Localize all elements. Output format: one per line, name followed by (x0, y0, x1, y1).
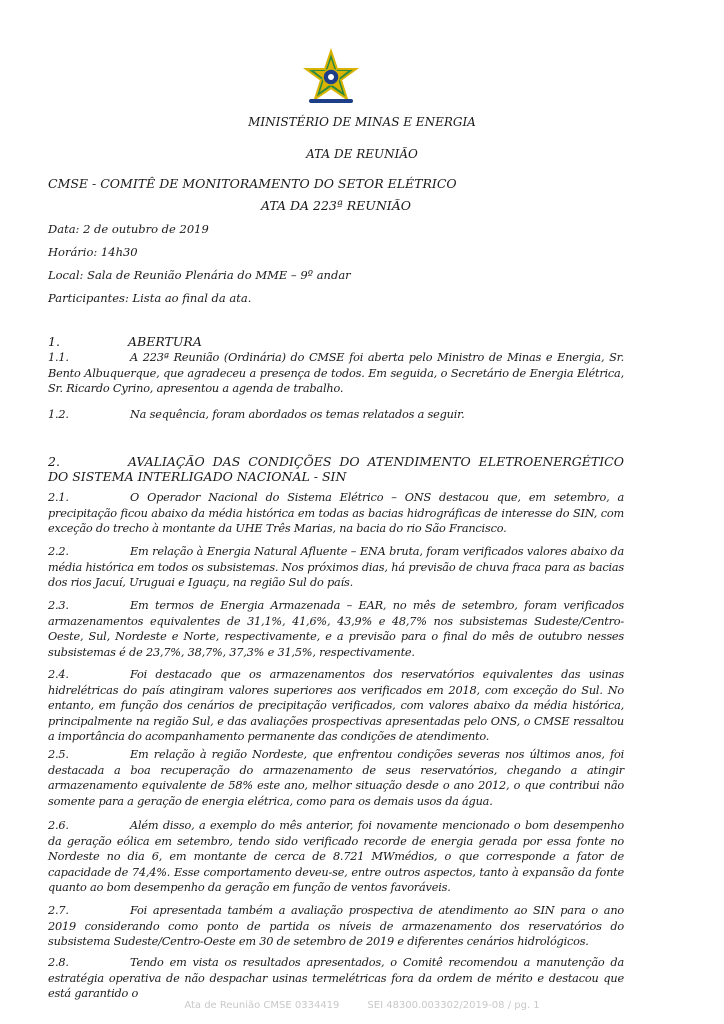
section-number: 2. (48, 454, 60, 469)
paragraph (48, 544, 624, 591)
paragraph-number: 2.6. (48, 819, 69, 832)
section-heading (48, 454, 624, 484)
paragraph-number: 2.1. (48, 491, 69, 504)
paragraph-number: 2.3. (48, 599, 69, 612)
document-type: ATA DE REUNIÃO (306, 147, 418, 161)
meeting-place: Local: Sala de Reunião Plenária do MME – 9º andar (48, 268, 351, 282)
section-title: ABERTURA (128, 334, 202, 349)
paragraph-text: A 223ª Reunião (Ordinária) do CMSE foi aberta pelo Ministro de Minas e Energia, Sr. Bento Albuquerque, que agradeceu a presença de todos. Em seguida, o Secretário de Energia Elétrica, Sr. Ricardo Cyrino, apresentou a agenda de trabalho. (48, 351, 624, 395)
meeting-participants: Participantes: Lista ao final da ata. (48, 291, 252, 305)
paragraph (48, 955, 624, 1002)
paragraph-text: Em relação à região Nordeste, que enfrentou condições severas nos últimos anos, foi destacada a boa recuperação do armazenamento de seus reservatórios, chegando a atingir armazenamento equivalente de 58% este ano, melhor situação desde o ano 2012, o que contribui não somente para a geração de energia elétrica, como para os demais usos da água. (48, 748, 624, 808)
paragraph (48, 747, 624, 809)
paragraph-text: Na sequência, foram abordados os temas relatados a seguir. (130, 408, 465, 421)
brazil-coat-of-arms-icon (301, 48, 361, 108)
paragraph-number: 1.2. (48, 408, 69, 421)
paragraph (48, 350, 624, 397)
paragraph (48, 490, 624, 537)
paragraph-text: Em relação à Energia Natural Afluente – ENA bruta, foram verificados valores abaixo da média histórica em todos os subsistemas. Nos próximos dias, há previsão de chuva fraca para as bacias dos rios Jacuí, Uruguai e Iguaçu, na região Sul do país. (48, 545, 624, 589)
paragraph-text: Foi destacado que os armazenamentos dos reservatórios equivalentes das usinas hidrelétricas do país atingiram valores superiores aos verificados em 2018, com exceção do Sul. No entanto, em função dos cenários de precipitação verificados, com valores abaixo da média histórica, principalmente na região Sul, e das avaliações prospectivas apresentadas pelo ONS, o CMSE ressaltou a importância do acompanhamento permanente das condições de atendimento. (48, 668, 624, 743)
paragraph-number: 2.5. (48, 748, 69, 761)
paragraph-number: 2.8. (48, 956, 69, 969)
paragraph-text: Foi apresentada também a avaliação prospectiva de atendimento ao SIN para o ano 2019 considerando como ponto de partida os níveis de armazenamento dos reservatórios do subsistema Sudeste/Centro-Oeste em 30 de setembro de 2019 e diferentes cenários hidrológicos. (48, 904, 624, 948)
paragraph-number: 2.4. (48, 668, 69, 681)
paragraph-text: Além disso, a exemplo do mês anterior, foi novamente mencionado o bom desempenho da geração eólica em setembro, tendo sido verificado recorde de energia gerada por essa fonte no Nordeste no dia 6, em montante de cerca de 8.721 MWmédios, o que corresponde a fator de capacidade de 74,4%. Esse comportamento deveu-se, entre outros aspectos, tanto à expansão da fonte quanto ao bom desempenho da geração em função de ventos favoráveis. (48, 819, 624, 894)
paragraph-text: Em termos de Energia Armazenada – EAR, no mês de setembro, foram verificados armazenamentos equivalentes de 31,1%, 41,6%, 43,9% e 48,7% nos subsistemas Sudeste/Centro-Oeste, Sul, Nordeste e Norte, respectivamente, e a previsão para o final do mês de outubro nesses subsistemas é de 23,7%, 38,7%, 37,3% e 31,5%, respectivamente. (48, 599, 624, 659)
footer-process-page: SEI 48300.003302/2019-08 / pg. 1 (367, 1000, 540, 1011)
paragraph-text: Tendo em vista os resultados apresentados, o Comitê recomendou a manutenção da estratégia operativa de não despachar usinas termelétricas fora da ordem de mérito e destacou que está garantido o (48, 956, 624, 1000)
paragraph (48, 667, 624, 745)
paragraph (48, 407, 624, 423)
section-title: AVALIAÇÃO DAS CONDIÇÕES DO ATENDIMENTO ELETROENERGÉTICO DO SISTEMA INTERLIGADO NACIONAL - SIN (48, 454, 624, 484)
paragraph-number: 1.1. (48, 351, 69, 364)
ministry-title: MINISTÉRIO DE MINAS E ENERGIA (248, 115, 476, 129)
paragraph (48, 598, 624, 660)
section-number: 1. (48, 334, 60, 349)
meeting-time: Horário: 14h30 (48, 245, 138, 259)
meeting-number: ATA DA 223ª REUNIÃO (260, 198, 411, 213)
meeting-date: Data: 2 de outubro de 2019 (48, 222, 209, 236)
footer-document-id: Ata de Reunião CMSE 0334419 (184, 1000, 340, 1011)
paragraph-number: 2.2. (48, 545, 69, 558)
paragraph (48, 903, 624, 950)
page-footer (0, 1000, 724, 1011)
paragraph (48, 818, 624, 896)
paragraph-text: O Operador Nacional do Sistema Elétrico – ONS destacou que, em setembro, a precipitação ficou abaixo da média histórica em todas as bacias hidrográficas de interesse do SIN, com exceção do trecho à montante da UHE Três Marias, na bacia do rio São Francisco. (48, 491, 624, 535)
paragraph-number: 2.7. (48, 904, 69, 917)
committee-title: CMSE - COMITÊ DE MONITORAMENTO DO SETOR ELÉTRICO (48, 176, 457, 191)
section-heading (48, 334, 624, 349)
